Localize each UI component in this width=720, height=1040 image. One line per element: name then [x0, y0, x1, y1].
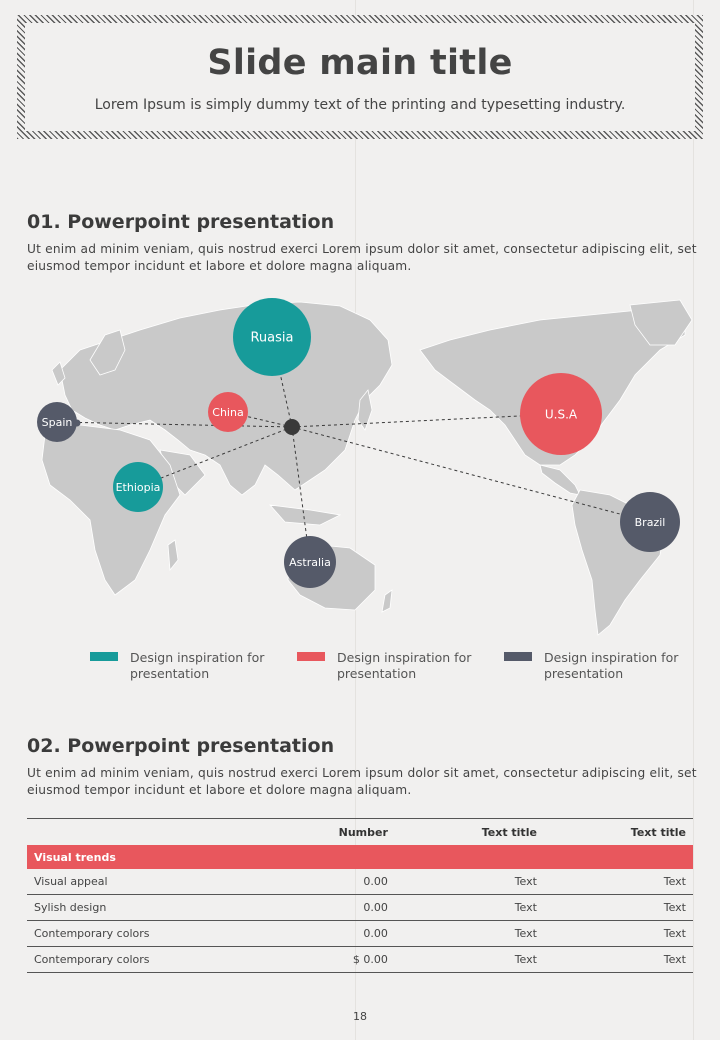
table-row [27, 921, 693, 947]
title-box [25, 23, 695, 131]
bubble-usa [520, 373, 602, 455]
table-group-row [27, 845, 693, 869]
table-cell: Text [395, 921, 544, 947]
table-cell: Text [395, 947, 544, 973]
table-cell: Sylish design [27, 895, 255, 921]
table-cell: Text [395, 869, 544, 895]
hub-marker [284, 419, 300, 435]
legend-text: Design inspiration for presentation [544, 650, 679, 681]
slide-title: Slide main title [207, 43, 513, 83]
table-cell: Text [544, 895, 693, 921]
legend-swatch [504, 652, 532, 661]
section-1-title: 01. Powerpoint presentation [27, 211, 335, 233]
bubble-label: Ethiopia [115, 481, 161, 494]
data-table [27, 818, 693, 973]
bubble-label: U.S.A [544, 407, 578, 422]
world-map [20, 290, 700, 640]
bubble-label: Spain [41, 416, 73, 429]
table-row [27, 895, 693, 921]
table-cell: $ 0.00 [255, 947, 395, 973]
bubble-brazil [620, 492, 680, 552]
bubble-astralia [284, 536, 336, 588]
table-cell: Text [544, 921, 693, 947]
table-row [27, 947, 693, 973]
table-cell: Contemporary colors [27, 947, 255, 973]
bubble-label: Brazil [634, 516, 666, 529]
bubble-ruasia [233, 298, 311, 376]
table-header-row [27, 819, 693, 846]
legend-text: Design inspiration for presentation [130, 650, 265, 681]
section-2-text: Ut enim ad minim veniam, quis nostrud exerci Lorem ipsum dolor sit amet, consectetur adipiscing elit, set eiusmod tempor incidunt et labore et dolore magna aliquam. [27, 766, 697, 797]
legend-text: Design inspiration for presentation [337, 650, 472, 681]
bubble-label: China [212, 406, 244, 419]
title-frame [17, 15, 703, 139]
table-header: Text title [395, 819, 544, 846]
table-header: Text title [544, 819, 693, 846]
slide-subtitle: Lorem Ipsum is simply dummy text of the printing and typesetting industry. [94, 97, 626, 113]
bubble-ethiopia [113, 462, 163, 512]
table-cell: Contemporary colors [27, 921, 255, 947]
bubble-china [208, 392, 248, 432]
table-cell: Text [395, 895, 544, 921]
table-cell: 0.00 [255, 921, 395, 947]
group-label: Visual trends [27, 845, 693, 869]
table-cell: Text [544, 869, 693, 895]
table-header: Number [255, 819, 395, 846]
bubble-spain [37, 402, 77, 442]
section-2-title: 02. Powerpoint presentation [27, 735, 335, 757]
legend-swatch [297, 652, 325, 661]
page-number: 18 [353, 1010, 367, 1023]
table-header [27, 819, 255, 846]
legend-swatch [90, 652, 118, 661]
table-row [27, 869, 693, 895]
bubble-label: Ruasia [250, 330, 294, 346]
table-cell: 0.00 [255, 869, 395, 895]
table-cell: Text [544, 947, 693, 973]
table-cell: Visual appeal [27, 869, 255, 895]
section-1-text: Ut enim ad minim veniam, quis nostrud exerci Lorem ipsum dolor sit amet, consectetur adipiscing elit, set eiusmod tempor incidunt et labore et dolore magna aliquam. [27, 242, 697, 273]
table-cell: 0.00 [255, 895, 395, 921]
bubble-label: Astralia [289, 556, 331, 569]
